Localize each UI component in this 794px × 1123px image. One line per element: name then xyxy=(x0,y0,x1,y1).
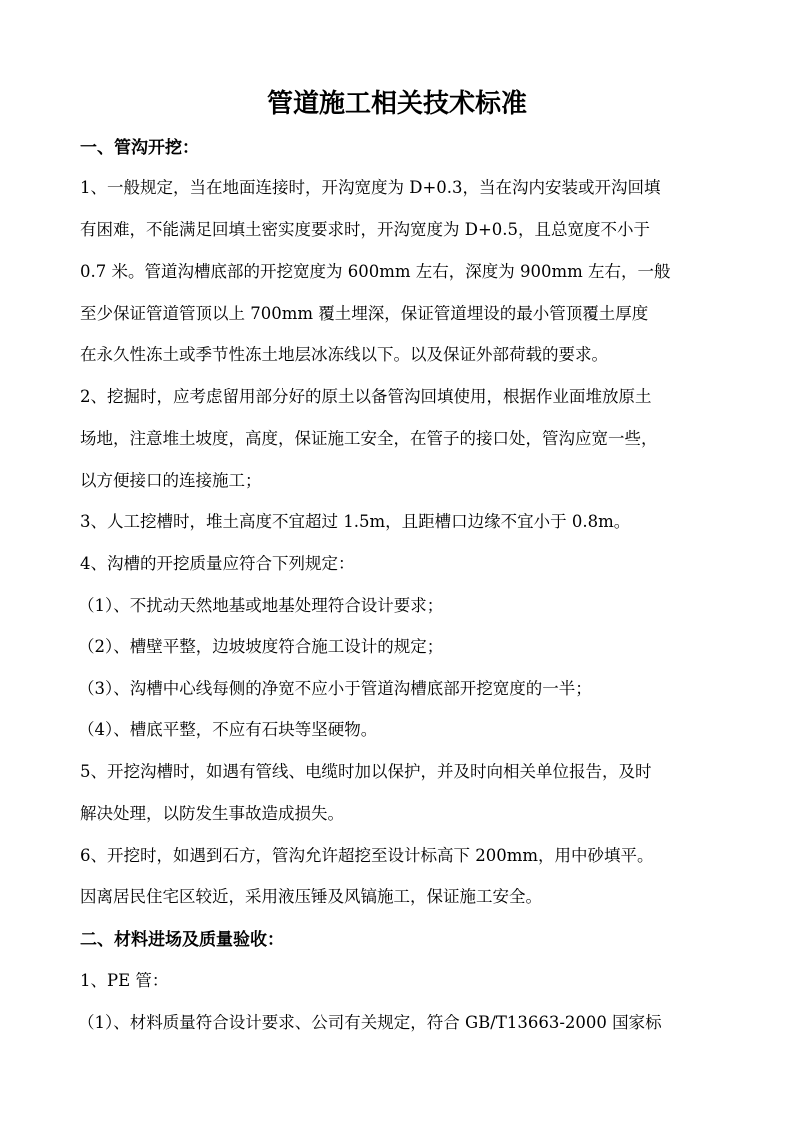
paragraph-line: 场地，注意堆土坡度，高度，保证施工安全，在管子的接口处，管沟应宽一些， xyxy=(80,429,658,448)
paragraph-line: 2、挖掘时，应考虑留用部分好的原土以备管沟回填使用，根据作业面堆放原土 xyxy=(80,387,652,406)
paragraph-line: 1、PE 管： xyxy=(80,971,169,990)
paragraph-line: 至少保证管道管顶以上 700mm 覆土埋深，保证管道埋设的最小管顶覆土厚度 xyxy=(80,304,649,323)
paragraph-line: 0.7 米。管道沟槽底部的开挖宽度为 600mm 左右，深度为 900mm 左右，一般 xyxy=(80,262,671,281)
paragraph-line: 1、一般规定，当在地面连接时，开沟宽度为 D+0.3，当在沟内安装或开沟回填 xyxy=(80,178,661,197)
list-item: （2）、槽壁平整，边坡坡度符合施工设计的规定； xyxy=(78,637,444,656)
paragraph-line: 6、开挖时，如遇到石方，管沟允许超挖至设计标高下 200mm，用中砂填平。 xyxy=(80,846,654,865)
paragraph-line: 4、沟槽的开挖质量应符合下列规定： xyxy=(80,554,355,573)
paragraph-line: 以方便接口的连接施工； xyxy=(80,471,262,490)
paragraph-line: 因离居民住宅区较近，采用液压锤及风镐施工，保证施工安全。 xyxy=(80,887,542,906)
paragraph-line: 有困难，不能满足回填土密实度要求时，开沟宽度为 D+0.5，且总宽度不小于 xyxy=(80,220,651,239)
list-item: （1）、材料质量符合设计要求、公司有关规定，符合 GB/T13663-2000 国家标 xyxy=(78,1013,662,1032)
section-heading: 二、材料进场及质量验收： xyxy=(80,930,284,950)
paragraph-line: 3、人工挖槽时，堆土高度不宜超过 1.5m，且距槽口边缘不宜小于 0.8m。 xyxy=(80,512,631,531)
paragraph-line: 在永久性冻土或季节性冻土地层冰冻线以下。以及保证外部荷载的要求。 xyxy=(80,345,608,364)
paragraph-line: 5、开挖沟槽时，如遇有管线、电缆时加以保护，并及时向相关单位报告，及时 xyxy=(80,762,652,781)
list-item: （4）、槽底平整，不应有石块等坚硬物。 xyxy=(78,720,378,739)
section-heading: 一、管沟开挖： xyxy=(80,138,199,158)
document-title: 管道施工相关技术标准 xyxy=(266,89,527,119)
paragraph-line: 解决处理，以防发生事故造成损失。 xyxy=(80,804,344,823)
list-item: （1）、不扰动天然地基或地基处理符合设计要求； xyxy=(78,596,444,615)
list-item: （3）、沟槽中心线每侧的净宽不应小于管道沟槽底部开挖宽度的一半； xyxy=(78,679,592,698)
